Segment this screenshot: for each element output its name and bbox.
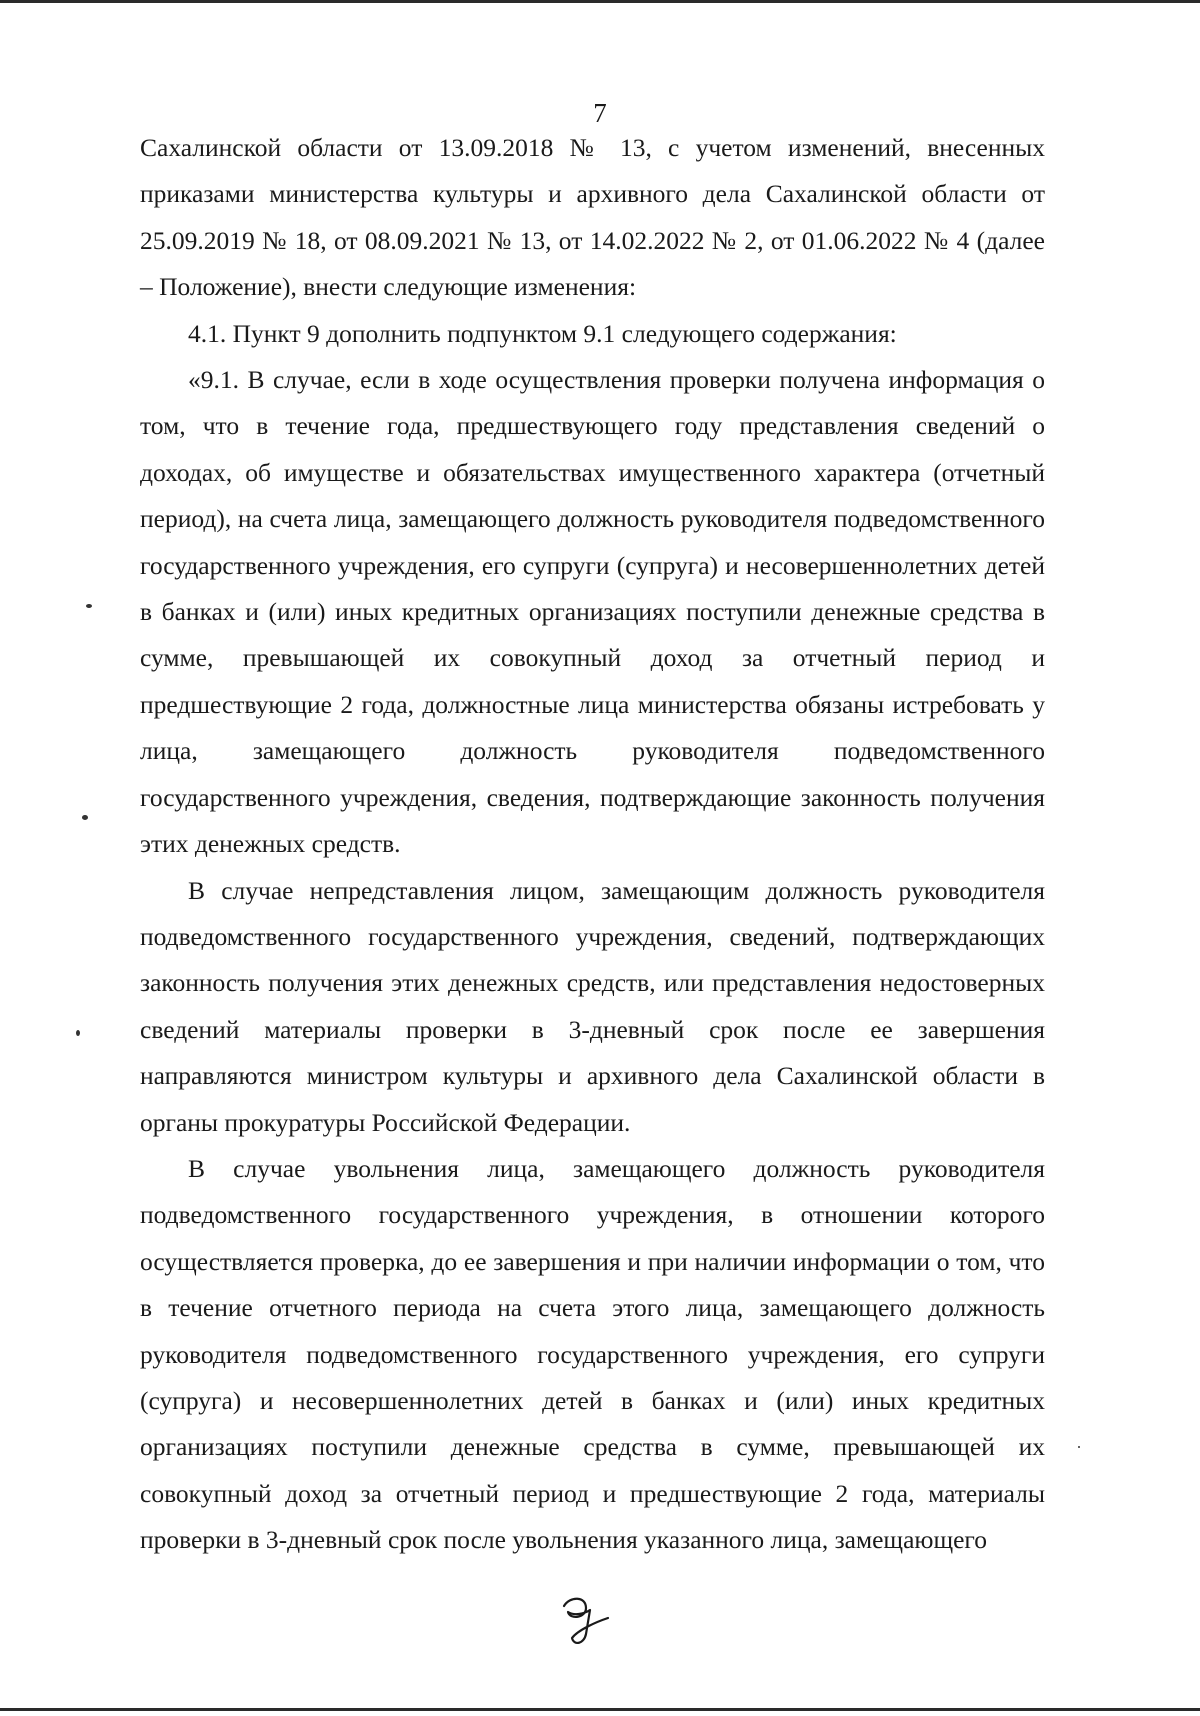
scan-edge-top	[0, 0, 1200, 3]
scan-speck	[86, 604, 92, 608]
page-number: 7	[593, 98, 607, 128]
paragraph-amendment-4-1: 4.1. Пункт 9 дополнить подпунктом 9.1 следующего содержания:	[188, 318, 897, 348]
document-body	[140, 125, 1045, 1564]
paragraph-subpoint-9-1: «9.1. В случае, если в ходе осуществления проверки получена информация о том, что в течение года, предшествующего году представления сведений о доходах, об имуществе и обязательствах имущественного характера (отчетный период), на счета лица, замещающего должность руководителя подведомственного государственного учреждения, его супруги (супруга) и несовершеннолетних детей в банках и (или) иных кредитных организациях поступили денежные средства в сумме, превышающей их совокупный доход за отчетный период и предшествующие 2 года, должностные лица министерства обязаны истребовать у лица, замещающего должность руководителя подведомственного государственного учреждения, сведения, подтверждающие законность получения этих денежных средств.	[140, 365, 1045, 859]
scan-speck	[82, 815, 88, 820]
scan-edge-bottom	[0, 1708, 1200, 1711]
handwritten-initial	[556, 1592, 616, 1652]
paragraph-continuation: Сахалинской области от 13.09.2018 № 13, с учетом изменений, внесенных приказами министерства культуры и архивного дела Сахалинской области от 25.09.2019 № 18, от 08.09.2021 № 13, от 14.02.2022 № 2, от 01.06.2022 № 4 (далее – Положение), внести следующие изменения:	[140, 133, 1045, 302]
paragraph-non-submission: В случае непредставления лицом, замещающим должность руководителя подведомственного государственного учреждения, сведений, подтверждающих законность получения этих денежных средств, или представления недостоверных сведений материалы проверки в 3-дневный срок после ее завершения направляются министром культуры и архивного дела Сахалинской области в органы прокуратуры Российской Федерации.	[140, 875, 1045, 1137]
paragraph-dismissal: В случае увольнения лица, замещающего должность руководителя подведомственного государственного учреждения, в отношении которого осуществляется проверка, до ее завершения и при наличии информации о том, что в течение отчетного периода на счета этого лица, замещающего должность руководителя подведомственного государственного учреждения, его супруги (супруга) и несовершеннолетних детей в банках и (или) иных кредитных организациях поступили денежные средства в сумме, превышающей их совокупный доход за отчетный период и предшествующие 2 года, материалы проверки в 3-дневный срок после увольнения указанного лица, замещающего	[140, 1153, 1045, 1555]
scan-speck	[1078, 1446, 1080, 1448]
scan-speck	[76, 1030, 80, 1036]
